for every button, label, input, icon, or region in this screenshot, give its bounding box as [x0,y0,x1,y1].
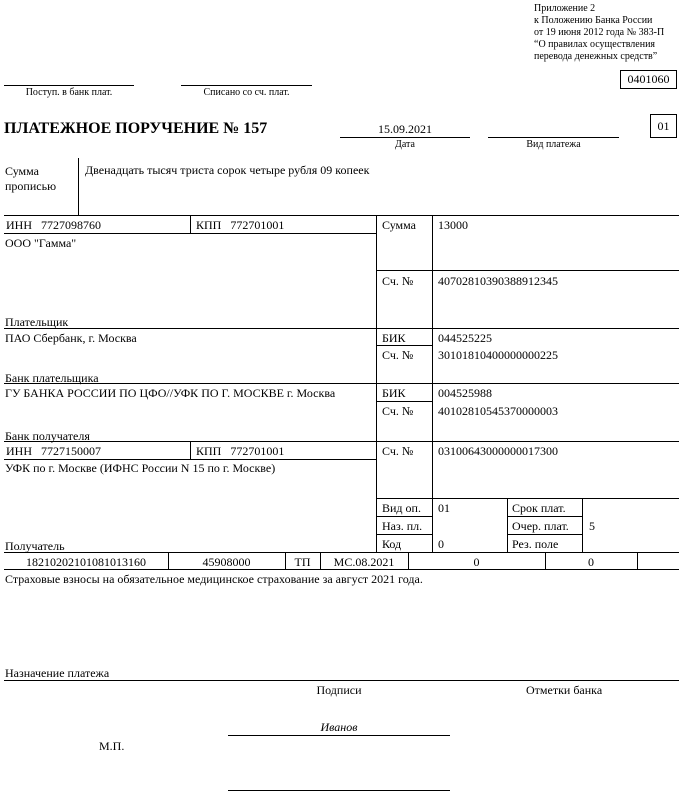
divider [376,516,432,517]
divider [4,233,376,234]
divider [376,345,432,346]
tax-field-doc-date: 0 [588,555,594,569]
purpose-code-label: Наз. пл. [382,519,423,533]
tax-field-period: МС.08.2021 [333,555,395,569]
payee-kpp [196,445,284,457]
form-code: 0401060 [620,70,677,89]
date-line [340,137,470,138]
payment-type-label: Вид платежа [526,139,581,150]
purpose-label: Назначение платежа [5,666,110,680]
divider [507,498,508,552]
payer-bank-bik: 044525225 [438,331,492,345]
amount-words-value: Двенадцать тысяч триста сорок четыре рубля 09 копеек [85,163,370,177]
term-label: Срок плат. [512,501,566,515]
signature-line-1 [228,735,450,736]
payee-kpp-value: 772701001 [230,444,285,458]
tax-field-basis: ТП [294,555,311,569]
divider [507,534,582,535]
payer-inn-value: 7727098760 [41,218,101,232]
payee-label: Получатель [5,539,65,553]
amount-words-label-line: Сумма [5,164,39,178]
payer-bank-bik-label: БИК [382,331,406,345]
tax-field-oktmo: 45908000 [202,555,251,569]
received-line [4,85,134,86]
payee-inn [6,445,101,457]
priority-label: Очер. плат. [512,519,569,533]
payee-account-label: Сч. № [382,444,414,458]
payee-name: УФК по г. Москве (ИФНС России N 15 по г. Москве) [5,461,276,475]
payer-inn [6,219,101,231]
payer-bank-account: 30101810400000000225 [438,348,558,362]
divider [582,498,583,552]
payer-kpp [196,219,284,231]
payee-kpp-label: КПП [196,444,222,458]
tax-field-kbk: 18210202101081013160 [26,555,146,569]
payer-bank-label: Банк плательщика [5,371,99,385]
payer-amount-label: Сумма [382,218,416,232]
payee-bank-name: ГУ БАНКА РОССИИ ПО ЦФО//УФК ПО Г. МОСКВЕ г. Москва [5,386,336,400]
divider [376,401,432,402]
divider [4,215,679,216]
divider [4,383,679,384]
signatures-label: Подписи [316,683,362,697]
divider [4,441,679,442]
tax-field-doc-number: 0 [473,555,480,569]
payee-bank-bik-label: БИК [382,386,406,400]
amount-words-label-line: прописью [5,179,57,193]
divider [4,680,679,681]
op-type: 01 [438,501,450,515]
signature-line-2 [228,790,450,791]
payee-bank-bik: 004525988 [438,386,492,400]
op-type-label: Вид оп. [382,501,421,515]
divider [4,552,679,553]
payer-account: 40702810390388912345 [438,274,558,288]
payee-inn-label: ИНН [6,444,32,458]
date-label: Дата [395,139,415,150]
divider [637,552,638,569]
payer-bank-account-label: Сч. № [382,348,414,362]
payee-bank-account-label: Сч. № [382,404,414,418]
divider [376,498,679,499]
payee-bank-account: 40102810545370000003 [438,404,558,418]
divider [78,158,79,215]
payee-account: 03100643000000017300 [438,444,558,458]
appendix-line: “О правилах осуществления [534,39,656,50]
priority: 5 [589,519,595,533]
divider [190,215,191,233]
debited-line [181,85,312,86]
divider [4,459,376,460]
order-date: 15.09.2021 [378,122,432,136]
code: 0 [438,537,444,551]
signature-1: Иванов [320,720,358,734]
payer-kpp-label: КПП [196,218,222,232]
payer-name: ООО "Гамма" [5,236,77,250]
payer-label: Плательщик [5,315,69,329]
divider [4,569,679,570]
appendix-line: от 19 июня 2012 года № 383-П [534,27,665,38]
payee-bank-label: Банк получателя [5,429,90,443]
appendix-note [534,3,664,63]
received-label: Поступ. в банк плат. [25,87,113,98]
page-title: ПЛАТЕЖНОЕ ПОРУЧЕНИЕ № 157 [4,120,268,137]
divider [190,441,191,459]
payer-bank-name: ПАО Сбербанк, г. Москва [5,331,137,345]
debited-label: Списано со сч. плат. [203,87,290,98]
code-label: Код [382,537,402,551]
stamp-label: М.П. [99,739,125,753]
reserved-label: Рез. поле [512,537,559,551]
amount-words-label [5,164,56,194]
payer-inn-label: ИНН [6,218,32,232]
appendix-line: Приложение 2 [534,3,596,14]
appendix-line: перевода денежных средств” [534,51,658,62]
payer-kpp-value: 772701001 [230,218,285,232]
divider [376,270,679,271]
payer-amount: 13000 [438,218,468,232]
divider [376,534,432,535]
bank-marks-label: Отметки банка [526,683,603,697]
payment-type-line [488,137,619,138]
divider [4,328,679,329]
appendix-line: к Положению Банка России [534,15,653,26]
purpose-text: Страховые взносы на обязательное медицинское страхование за август 2021 года. [5,572,423,586]
divider [507,516,582,517]
payer-account-label: Сч. № [382,274,414,288]
payee-inn-value: 7727150007 [41,444,101,458]
status-code: 01 [650,114,677,138]
